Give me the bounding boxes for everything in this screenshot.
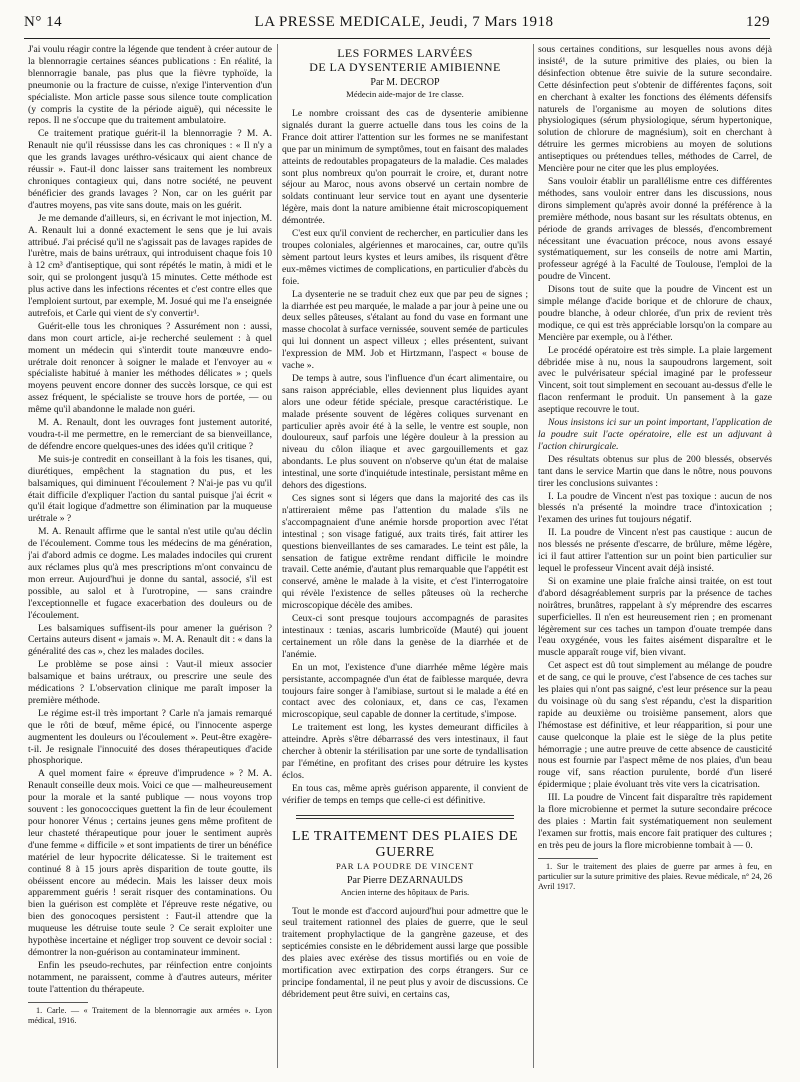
paragraph: C'est eux qu'il convient de rechercher, en particulier dans les troupes coloniales, algériennes et marocaines, car, outre qu'ils sèment partout leurs kystes et leurs amibes, ils risquent d'être eux-mêmes victimes de complications, en particulier d'abcès du foie.	[282, 228, 528, 287]
column-divider	[277, 44, 278, 1068]
page-header	[24, 14, 770, 36]
footnote: 1. Carle. — « Traitement de la blennorragie aux armées ». Lyon médical, 1916.	[28, 1005, 272, 1025]
article-separator	[296, 818, 514, 819]
column-right	[538, 44, 772, 1068]
paragraph: Cet aspect est dû tout simplement au mélange de poudre et de sang, ce qui le prouve, c'est l'absence de ces taches sur les plaies qui n'ont pas saigné, c'est leur présence sur la peau du voisinage où du sang s'est répandu, c'est la disparition rapide au deuxième ou troisième pansement, alors que l'hémostase est définitive, et leur réapparition, si pour une cause quelconque la plaie est le siège de la plus petite hémorragie ; une autre preuve de cette absence de causticité nous est fournie par l'aspect même de nos plaies, d'un beau rouge vif, sans réaction purulente, bordé d'un liseré épidermique ; plaie évoluant très vite vers la cicatrisation.	[538, 660, 772, 791]
paragraph: Je me demande d'ailleurs, si, en écrivant le mot injection, M. A. Renault lui a donné exactement le sens que je lui avais attribué. J'ai précisé qu'il ne s'agissait pas de lavages rapides de l'urètre, mais de bains urétraux, qui introduisent chaque fois 10 à 12 cm³ d'antiseptique, qui sont répétés le matin, à midi et le soir, qui se prolongent jusqu'à 15 minutes. Cette méthode est plus active dans les infections récentes et c'est contre elles que l'emploient surtout, par exemple, M. Josué qui me l'a enseignée autrefois, et Carle qui vient de s'y convertir¹.	[28, 212, 272, 319]
paragraph: Nous insistons ici sur un point important, l'application de la poudre suit l'acte opératoire, elle est un adjuvant à l'action chirurgicale.	[538, 417, 772, 452]
paragraph: Ces signes sont si légers que dans la majorité des cas ils n'attireraient même pas l'attention du malade s'ils ne s'accompagnaient d'une anémie horsde proportion avec l'état intestinal ; son visage fatigué, aux traits tirés, fait attirer les questions bienveillantes de ses camarades. Le teint est pâle, la sensation de fatigue extrême rendant difficile le moindre travail. Cette anémie, d'autant plus remarquable que l'appétit est conservé, amène le malade à la visite, et c'est l'interrogatoire qui révèle l'existence de selles pâteuses où la recherche microscopique décèle des amibes.	[282, 493, 528, 612]
paragraph: La dysenterie ne se traduit chez eux que par peu de signes ; la diarrhée est peu marquée, le malade a par jour à peine une ou deux selles pâteuses, s'étalant au fond du vase en formant une masse chocolat à surface vernissée, souvent semée de particules qui lui donnent un aspect villeux ; elles présentent, suivant l'expression de MM. Job et Hirtzmann, l'aspect « bouse de vache ».	[282, 288, 528, 372]
title-line: LES FORMES LARVÉES	[337, 46, 473, 60]
article-author: Par M. DECROP	[370, 77, 440, 88]
paragraph: Guérit-elle tous les chroniques ? Assurément non : aussi, dans mon court article, ai-je recherché seulement : à quel moment un médecin qui s'interdit toute manœuvre endo-urétrale doit renoncer à soigner le malade et l'envoyer au « spécialiste habitué à manier les méthodes délicates » ; quels moyens peuvent encore donner des succès lorsque, ce qui est assez fréquent, le spécialiste se trouve hors de portée, — ou même qu'il abandonne le malade non guéri.	[28, 320, 272, 416]
paragraph: I. La poudre de Vincent n'est pas toxique : aucun de nos blessés n'a présenté la moindre trace d'intoxication ; l'examen des urines fut toujours négatif.	[538, 490, 772, 526]
paragraph: En un mot, l'existence d'une diarrhée même légère mais persistante, accompagnée d'un état de faiblesse marquée, devra toujours faire songer à l'amibiase, surtout si le malade a été en contact avec des coloniaux, et, dans ce cas, l'examen microscopique, seul capable de donner la certitude, s'impose.	[282, 661, 528, 721]
journal-title: LA PRESSE MEDICALE, Jeudi, 7 Mars 1918	[254, 14, 554, 30]
issue-number: N° 14	[24, 14, 63, 30]
paragraph: Disons tout de suite que la poudre de Vincent est un simple mélange d'acide borique et de chlorure de chaux, poudre blanche, à odeur chlorée, d'un prix de revient très modique, ce qui est très appréciable lorsqu'on la compare au Mencière par exemple, ou à l'éther.	[538, 284, 772, 343]
paragraph: Ceux-ci sont presque toujours accompagnés de parasites intestinaux : tænias, ascaris lumbricoïde (Mauté) qui jouent certainement un rôle dans la genèse de la diarrhée et de l'anémie.	[282, 613, 528, 660]
footnote-rule	[28, 1002, 88, 1003]
paragraph: Si on examine une plaie fraîche ainsi traitée, on est tout d'abord désagréablement surpris par la présence de taches noirâtres, brunâtres, rappelant à s'y méprendre des escarres superficielles. Il n'en est heureusement rien ; en promenant légèrement sur ces taches un tampon d'ouate trempée dans l'eau oxygénée, vous les faites aisément disparaître et le muscle apparaît rouge vif, bien vivant.	[538, 575, 772, 659]
paragraph: Tout le monde est d'accord aujourd'hui pour admettre que le seul traitement rationnel des plaies de guerre, que le seul traitement prophylactique de la gangrène gazeuse, et des septicémies consiste en le débridement aussi large que possible des plaies avec exérèse des tissus mortifiés ou en voie de mortification avec extirpation des corps étrangers. Sur ce principe fondamental, il ne peut plus y avoir de discussions. Ce débridement peut être suivi, en certains cas,	[282, 905, 528, 1000]
article-author: Par Pierre DEZARNAULDS	[346, 874, 464, 886]
paragraph: sous certaines conditions, sur lesquelles nous avons déjà insisté¹, de la suture primitive des plaies, ou bien la désinfection obtenue être suivie de la suture secondaire. Cette désinfection peut s'obtenir de différentes façons, soit en cherchant à exalter les fonctions des éléments défensifs naturels de l'organisme au moyen de solutions dites physiologiques (sérum physiologique, sérum hypertonique, solution de chlorure de magnésium), soit en cherchant à détruire les germes microbiens au moyen de solutions antiseptiques ou prétendues telles, méthodes de Carrel, de Mencière pour ne citer que les plus employées.	[538, 44, 772, 175]
paragraph: Le procédé opératoire est très simple. La plaie largement débridée mise à nu, nous la saupoudrons largement, soit avec le pulvérisateur spécial imaginé par le professeur Vincent, soit tout simplement en secouant au-dessus d'elle le flacon renfermant le produit. Un pansement à la gaze aseptique recouvre le tout.	[538, 344, 772, 416]
paragraph: Le traitement est long, les kystes demeurant difficiles à atteindre. Après s'être débarrassé des vers intestinaux, il faut chercher à obtenir la stérilisation par une sorte de tyndallisation par l'émétine, en profitant des crises pour détruire les kystes éclos.	[282, 722, 528, 781]
author-role: Médecin aide-major de 1re classe.	[346, 89, 464, 99]
footnote-rule	[538, 858, 598, 859]
header-rule	[24, 38, 770, 39]
paragraph: J'ai voulu réagir contre la légende que tendent à créer autour de la blennorragie certaines séances publications : En réalité, la blennorragie banale, pas plus que la fièvre typhoïde, la pneumonie ou la fracture de cuisse, n'exige l'intervention d'un spécialiste. Mon article passe sous silence toute complication (y compris la cystite de la période aiguë), qui nécessite le repos. Il ne s'occupe que du traitement ambulatoire.	[28, 44, 272, 127]
paragraph: III. La poudre de Vincent fait disparaître très rapidement la flore microbienne et permet la suture secondaire précoce des plaies : Martin fait systématiquement non seulement l'examen sur frottis, mais encore fait pratiquer des cultures ; en très peu de jours la flore microbienne tombait à — 0.	[538, 792, 772, 851]
column-left	[28, 44, 272, 1068]
paragraph: De temps à autre, sous l'influence d'un écart alimentaire, ou sans raison appréciable, elles deviennent plus liquides ayant alors une odeur fétide spéciale, presque caractéristique. Le malade présente souvent de légères coliques survenant en particulier après avoir été à la selle, le ventre est souple, non douloureux, sauf parfois une légère douleur à la pression au niveau du côlon iliaque et avec gargouillements et gaz abondants. Le plus souvent on n'observe qu'un état de malaise intestinal, une sorte d'inquiétude intestinale, persistant même en dehors des digestions.	[282, 372, 528, 492]
article-title: LE TRAITEMENT DES PLAIES DE GUERRE	[291, 828, 519, 860]
paragraph: II. La poudre de Vincent n'est pas caustique : aucun de nos blessés ne présente d'escarre, de brûlure, même légère, ici il faut attirer l'attention sur un point bien particulier sur lequel le professeur Vincent avait déjà insisté.	[538, 527, 772, 574]
column-middle	[282, 44, 528, 1068]
paragraph: En tous cas, même après guérison apparente, il convient de vérifier de temps en temps que celle-ci est définitive.	[282, 782, 528, 806]
paragraph: Enfin les pseudo-rechutes, par réinfection entre conjoints notamment, ne paraissent, comme à d'autres auteurs, mériter toute l'attention du thérapeute.	[28, 959, 272, 995]
page-number: 129	[745, 14, 770, 30]
paragraph: M. A. Renault affirme que le santal n'est utile qu'au déclin de l'écoulement. Comme tous les médecins de ma génération, j'ai d'abord admis ce dogme. Les malades indociles qui crurent aux réclames plus qu'à mes prescriptions m'ont convaincu de mon erreur. Aujourd'hui je donne du santal, associé, s'il est possible, au salol et à l'urotropine, — sans craindre l'exceptionnelle et fugace exacerbation des douleurs ou de l'écoulement.	[28, 526, 272, 621]
paragraph: Les balsamiques suffisent-ils pour amener la guérison ? Certains auteurs disent « jamais ». M. A. Renault dit : « dans la généralité des cas », chez les malades dociles.	[28, 622, 272, 658]
paragraph: Le problème se pose ainsi : Vaut-il mieux associer balsamique et bains urétraux, ou prescrire une seule des médications ? L'observation clinique me paraît imposer la première méthode.	[28, 659, 272, 706]
column-divider	[533, 44, 534, 1068]
paragraph: Le nombre croissant des cas de dysenterie amibienne signalés durant la guerre actuelle dans tous les coins de la France doit attirer l'attention sur les formes ne se manifestant que par un minimum de symptômes, tout en faisant des malades atteints de redoutables propagateurs de la maladie. Ces malades sont plus nombreux qu'on pourrait le croire, et, durant notre séjour au Maroc, nous avons observé un certain nombre de soldats continuant leur service tout en ayant une dysenterie légère, mais dont la nature amibienne était microscopiquement démontrée.	[282, 108, 528, 227]
footnote: 1. Sur le traitement des plaies de guerre par armes à feu, en particulier sur la suture primitive des plaies. Revue médicale, n° 24, 26 Avril 1917.	[538, 861, 772, 891]
paragraph: Ce traitement pratique guérit-il la blennorragie ? M. A. Renault nie qu'il réussisse dans les cas chroniques : « Il n'y a que les grands lavages uréthro-vésicaux qui aient chance de réussir ». Faut-il donc laisser sans traitement les nombreux chroniques contagieux qui, dans notre société, ne peuvent bénéficier des grands lavages ? Non, car on les guérit par d'autres moyens, pas vite sans doute, mais on les guérit.	[28, 128, 272, 211]
paragraph: Me suis-je contredit en conseillant à la fois les tisanes, qui, diurétiques, empêchent la stagnation du pus, et les balsamiques, qui diminuent l'écoulement ? N'ai-je pas vu qu'il était difficile d'expliquer l'action du santal puisque j'ai écrit « qu'il était logique d'admettre son élimination par la muqueuse urétrale » ?	[28, 453, 272, 525]
paragraph: Des résultats obtenus sur plus de 200 blessés, observés tant dans le service Martin que dans le nôtre, nous pouvons tirer les conclusions suivantes :	[538, 453, 772, 489]
paragraph: A quel moment faire « épreuve d'imprudence » ? M. A. Renault conseille deux mois. Voici ce que — malheureusement pour la morale et la santé publique — nous voyons trop souvent : les gonococciques guettent la fin de leur écoulement pour honorer Vénus ; certains jeunes gens même profitent de leur chasteté thérapeutique pour jouer le sentiment auprès d'une femme « difficile » et sont impatients de tirer un bénéfice matériel de leur hypocrite délicatesse. Si le traitement est continué 8 à 15 jours après disparition de toute goutte, ils obéissent encore au médecin. Mais les laisser deux mois apparemment guéris ! serait risquer des contaminations. Ou bien la guérison est complète et l'épreuve reste négative, ou bien des gonocoques persistent : Faut-il attendre que la muqueuse les détruise toute seule ? Ce serait exploiter une hypothèse incertaine et négliger trop souvent ce devoir social : démontrer la non-guérison au contaminateur imminent.	[28, 768, 272, 958]
author-role: Ancien interne des hôpitaux de Paris.	[340, 886, 470, 897]
paragraph: Sans vouloir établir un parallélisme entre ces différentes méthodes, sans vouloir entrer dans les discussions, nous dirons simplement qu'après avoir donné la préférence à la première méthode, nous basant sur les résultats obtenus, en période de grands arrivages de blessés, d'encombrement nécessitant une évacuation précoce, nous avons essayé systématiquement, sur les conseils de notre ami Martin, professeur agrégé à la Faculté de Toulouse, l'emploi de la poudre de Vincent.	[538, 175, 772, 283]
paragraph: Le régime est-il très important ? Carle n'a jamais remarqué que le rôti de bœuf, même épicé, ou l'innocente asperge augmentent les douleurs ou l'écoulement ». Peut-être exagère-t-il. Je resignale l'innocuité des doses thérapeutiques d'acide phosphorique.	[28, 707, 272, 767]
article-separator	[296, 815, 514, 816]
article-title	[282, 46, 528, 74]
title-line: DE LA DYSENTERIE AMIBIENNE	[309, 60, 501, 74]
article-subtitle: PAR LA POUDRE DE VINCENT	[335, 860, 475, 871]
paragraph: M. A. Renault, dont les ouvrages font justement autorité, voudra-t-il me permettre, en le remerciant de sa bienveillance, de défendre encore quelques-unes des idées qu'il critique ?	[28, 417, 272, 452]
